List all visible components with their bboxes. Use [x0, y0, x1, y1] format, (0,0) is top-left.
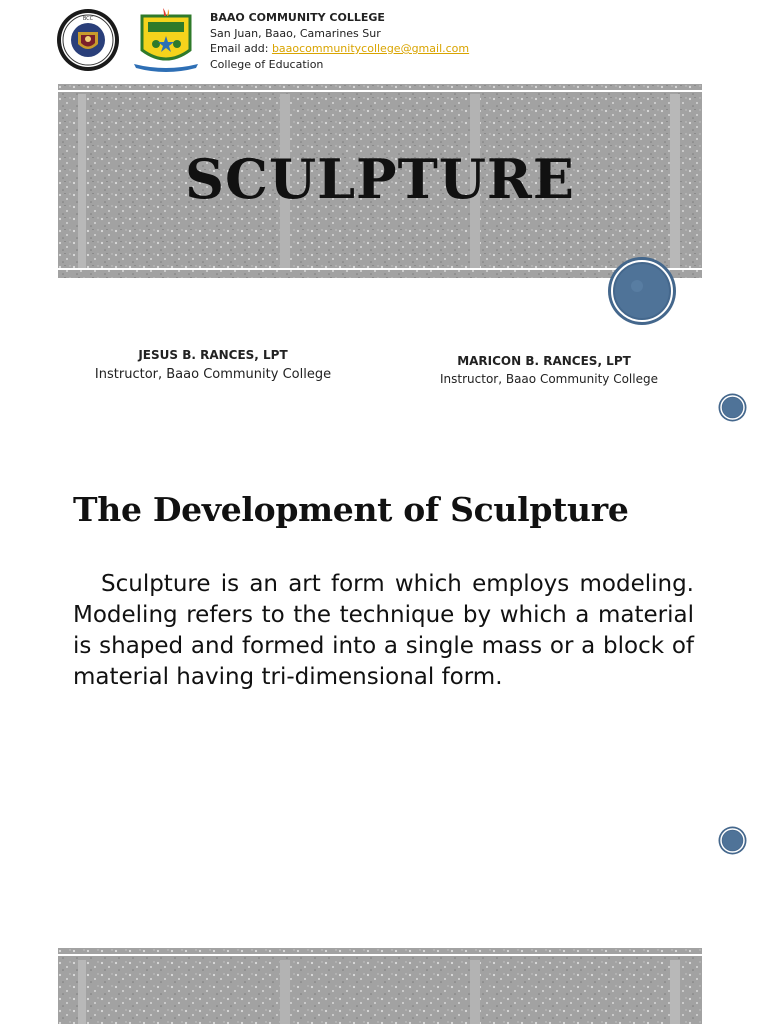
college-name: BAAO COMMUNITY COLLEGE — [210, 11, 385, 24]
college-email-line — [210, 41, 469, 57]
banner-rule-top — [58, 954, 702, 956]
instructor-role: Instructor, Baao Community College — [94, 367, 332, 382]
svg-text:BCC: BCC — [82, 16, 94, 22]
decorative-circle-small-upper — [718, 393, 747, 422]
footer-banner — [58, 948, 702, 1024]
email-link[interactable]: baaocommunitycollege@gmail.com — [271, 42, 470, 55]
college-address: San Juan, Baao, Camarines Sur — [210, 26, 381, 40]
college-seal-logo — [56, 8, 120, 72]
instructor-role: Instructor, Baao Community College — [440, 372, 658, 386]
instructor-name: MARICON B. RANCES, LPT — [457, 354, 631, 368]
decorative-circle-large — [607, 256, 677, 326]
college-info — [210, 10, 469, 72]
title-banner — [58, 84, 702, 278]
instructor-name: JESUS B. RANCES, LPT — [138, 348, 288, 362]
section-body: Sculpture is an art form which employs modeling. Modeling refers to the technique by which a material is shaped and formed into a single mass or a block of material having tri-dimensional form. — [73, 571, 694, 690]
decorative-circle-small-lower — [718, 826, 747, 855]
email-label: Email add: — [210, 42, 272, 55]
college-department: College of Education — [210, 57, 324, 71]
instructor-card-maricon — [440, 352, 658, 388]
banner-texture — [58, 948, 702, 1024]
document-header — [0, 0, 768, 82]
banner-title: SCULPTURE — [185, 147, 575, 211]
section-title: The Development of Sculpture — [73, 490, 629, 529]
college-of-education-logo — [130, 6, 202, 72]
instructor-card-jesus — [93, 346, 333, 386]
